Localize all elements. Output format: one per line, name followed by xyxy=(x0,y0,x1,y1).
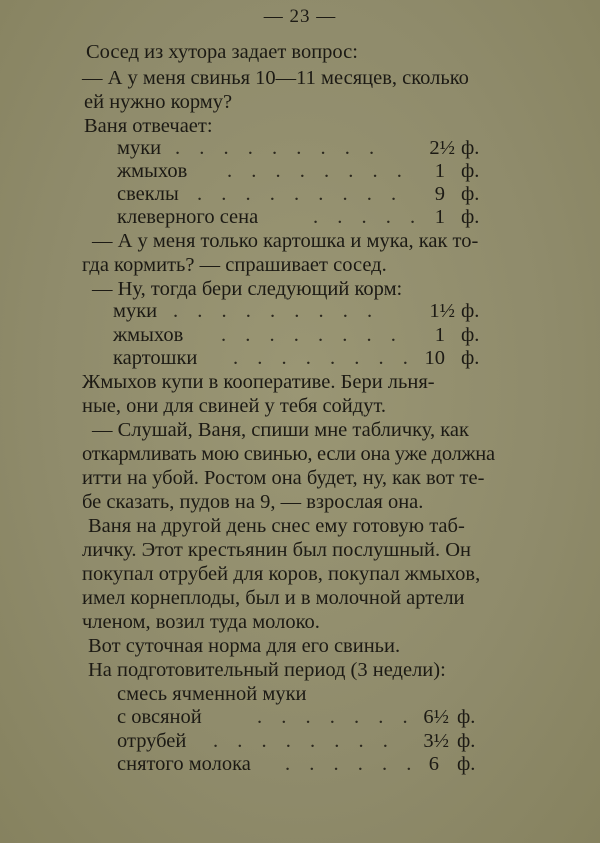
ration-qty: 1 xyxy=(434,160,445,182)
ration-qty: 10 xyxy=(424,347,445,369)
leader-dots: . . . . . xyxy=(313,206,423,228)
ration-unit: ф. xyxy=(461,137,480,159)
ration-row xyxy=(117,729,487,753)
ration-unit: ф. xyxy=(461,324,480,346)
ration-qty: 6 xyxy=(428,753,439,775)
ration-item: муки xyxy=(117,137,162,159)
text-line: — Ну, тогда бери следующий корм: xyxy=(92,278,403,300)
ration-row xyxy=(117,136,487,160)
ration-unit: ф. xyxy=(461,206,480,228)
ration-item: с овсяной xyxy=(117,706,202,728)
leader-dots: . . . . . . . . . xyxy=(173,300,380,322)
ration-item: картошки xyxy=(113,347,198,369)
ration-item: свеклы xyxy=(117,183,179,205)
text-line: — А у меня только картошка и мука, как то- xyxy=(92,230,479,252)
text-line: На подготовительный период (3 недели): xyxy=(88,659,446,681)
leader-dots: . . . . . . . . xyxy=(221,324,403,346)
text-line: Ваня на другой день снес ему готовую таб- xyxy=(88,515,465,537)
ration-qty: 9 xyxy=(434,183,445,205)
leader-dots: . . . . . . . . . xyxy=(197,183,404,205)
ration-item: жмыхов xyxy=(113,324,184,346)
ration-row xyxy=(117,752,487,776)
ration-row xyxy=(117,205,487,229)
text-line: гда кормить? — спрашивает сосед. xyxy=(82,254,387,276)
ration-item: клеверного сена xyxy=(117,206,259,228)
ration-unit: ф. xyxy=(461,347,480,369)
ration-qty: 3½ xyxy=(423,730,449,752)
ration-unit: ф. xyxy=(461,183,480,205)
text-line: Сосед из хутора задает вопрос: xyxy=(86,41,358,63)
ration-qty: 2½ xyxy=(429,137,455,159)
text-line: личку. Этот крестьянин был послушный. Он xyxy=(82,539,471,561)
ration-unit: ф. xyxy=(461,160,480,182)
text-line: смесь ячменной муки xyxy=(117,683,307,705)
ration-item: муки xyxy=(113,300,158,322)
text-line: откармливать мою свинью, если она уже должна xyxy=(82,443,495,465)
page-number: — 23 — xyxy=(263,6,337,27)
ration-qty: 1 xyxy=(434,324,445,346)
leader-dots: . . . . . . xyxy=(285,753,419,775)
leader-dots: . . . . . . . . xyxy=(233,347,415,369)
text-line: бе сказать, пудов на 9, — взрослая она. xyxy=(82,491,424,513)
text-line: Вот суточная норма для его свиньи. xyxy=(88,635,401,657)
text-line: членом, возил туда молоко. xyxy=(82,611,320,633)
text-line: — А у меня свинья 10—11 месяцев, сколько xyxy=(82,67,469,89)
text-line: Жмыхов купи в кооперативе. Бери льня- xyxy=(82,371,435,393)
ration-unit: ф. xyxy=(457,753,476,775)
text-line: имел корнеплоды, был и в молочной артели xyxy=(82,587,465,609)
text-line: итти на убой. Ростом она будет, ну, как вот те- xyxy=(82,467,485,489)
ration-item: отрубей xyxy=(117,730,187,752)
ration-row xyxy=(113,346,483,370)
leader-dots: . . . . . . . . xyxy=(213,730,395,752)
text-line: — Слушай, Ваня, спиши мне табличку, как xyxy=(92,419,469,441)
leader-dots: . . . . . . . . xyxy=(227,160,409,182)
text-line: ные, они для свиней у тебя сойдут. xyxy=(82,395,386,417)
ration-row xyxy=(117,182,487,206)
ration-row xyxy=(113,299,483,323)
ration-row xyxy=(117,159,487,183)
text-line: покупал отрубей для коров, покупал жмыхов, xyxy=(82,563,481,585)
ration-qty: 1 xyxy=(434,206,445,228)
ration-qty: 1½ xyxy=(429,300,455,322)
ration-unit: ф. xyxy=(457,730,476,752)
ration-row xyxy=(113,323,483,347)
ration-item: жмыхов xyxy=(117,160,188,182)
ration-qty: 6½ xyxy=(423,706,449,728)
leader-dots: . . . . . . . xyxy=(257,706,415,728)
ration-row xyxy=(117,705,487,729)
text-line: ей нужно корму? xyxy=(84,91,233,113)
ration-item: снятого молока xyxy=(117,753,251,775)
ration-unit: ф. xyxy=(457,706,476,728)
ration-unit: ф. xyxy=(461,300,480,322)
text-line: Ваня отвечает: xyxy=(84,115,213,137)
leader-dots: . . . . . . . . . xyxy=(175,137,382,159)
